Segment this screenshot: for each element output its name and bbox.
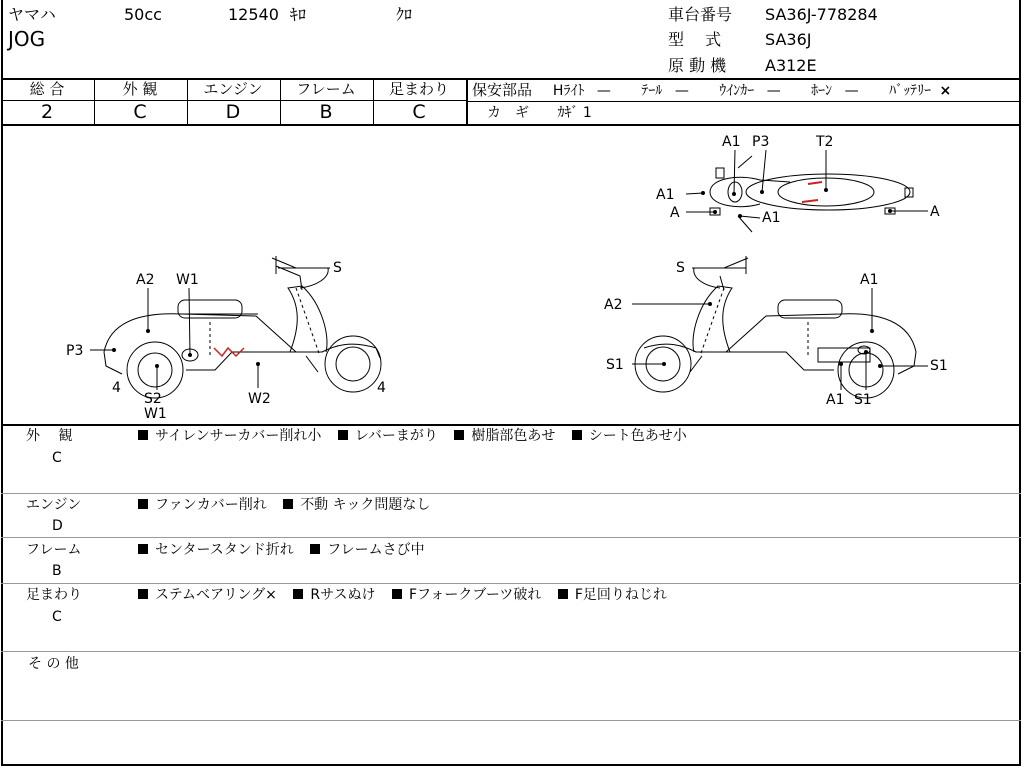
grade-value-exterior: C (133, 101, 147, 123)
grade-label-exterior: 外 観 (122, 80, 158, 98)
remark-grade-engine: D (52, 518, 63, 534)
bullet-icon (558, 589, 568, 599)
safety-parts-label: 保安部品 (472, 81, 533, 99)
remark-note: シート色あせ小 (588, 428, 687, 444)
frame-no-label: 車台番号 (668, 5, 733, 24)
remark-category-exterior: 外 観 (26, 428, 73, 444)
left-label: W2 (248, 391, 271, 407)
remark-note: 樹脂部色あせ (471, 428, 556, 444)
key-row (487, 105, 592, 121)
remark-notes-exterior (138, 428, 699, 444)
safety-parts-row (472, 82, 951, 99)
bullet-icon (338, 430, 348, 440)
bullet-icon (138, 544, 148, 554)
left-label: S2 (144, 391, 162, 407)
key-label: カ ギ (487, 105, 529, 121)
safety-item-battery: ﾊﾞｯﾃﾘｰ (889, 83, 932, 99)
top-label: T2 (816, 134, 834, 150)
engine-label: 原 動 機 (668, 56, 727, 75)
safety-item-taillight: ﾃｰﾙ (641, 83, 663, 99)
remark-note: Rサスぬけ (310, 587, 376, 603)
right-label: S1 (854, 392, 872, 408)
top-label: A (670, 205, 680, 221)
remark-note: ファンカバー削れ (155, 497, 267, 513)
bullet-icon (138, 430, 148, 440)
bullet-icon (138, 589, 148, 599)
engine-value: A312E (765, 56, 817, 75)
remark-notes-frame (138, 542, 437, 558)
type-label: 型 式 (668, 30, 722, 49)
left-label: W1 (144, 406, 167, 422)
remarks-separator (1, 493, 1021, 494)
left-label: 4 (112, 380, 121, 396)
right-label: S1 (606, 357, 624, 373)
left-label: P3 (66, 343, 84, 359)
top-label: A1 (722, 134, 741, 150)
remark-notes-suspension (138, 587, 679, 603)
remark-note: 不動 キック問題なし (300, 497, 431, 513)
left-label: W1 (176, 272, 199, 288)
safety-status-taillight: — (674, 83, 689, 99)
bullet-icon (283, 499, 293, 509)
remark-grade-suspension: C (52, 609, 62, 625)
frame-no: SA36J-778284 (765, 5, 878, 24)
remark-note: F足回りねじれ (574, 587, 667, 603)
left-label: S (333, 260, 342, 276)
grade-label-engine: エンジン (203, 80, 263, 98)
grade-label-frame: フレーム (296, 80, 356, 98)
grade-label-total: 総 合 (29, 80, 65, 98)
mileage (228, 6, 306, 24)
damage-diagram (0, 126, 1024, 424)
key-value: ｶｷﾞ 1 (557, 105, 592, 121)
remark-note: サイレンサーカバー削れ小 (155, 428, 322, 444)
remarks-separator (1, 537, 1021, 538)
remark-grade-frame: B (52, 563, 62, 579)
bullet-icon (293, 589, 303, 599)
remark-category-frame: フレーム (26, 542, 82, 558)
top-label: P3 (752, 134, 770, 150)
remarks-separator (1, 651, 1021, 652)
right-label: S (676, 260, 685, 276)
grade-label-suspension: 足まわり (388, 80, 449, 98)
top-label: A1 (656, 187, 675, 203)
safety-item-winker: ｳｲﾝｶｰ (719, 83, 755, 99)
safety-status-winker: — (766, 83, 781, 99)
bullet-icon (572, 430, 582, 440)
bullet-icon (392, 589, 402, 599)
left-side-scooter (90, 256, 381, 398)
mileage-value: 12540 (228, 5, 279, 24)
top-label: A1 (762, 210, 781, 226)
safety-item-horn: ﾎｰﾝ (811, 83, 833, 99)
right-label: S1 (930, 358, 948, 374)
displacement: 50cc (124, 5, 162, 24)
remark-notes-engine (138, 497, 442, 513)
remarks-top-border (1, 424, 1021, 426)
left-label: A2 (136, 272, 155, 288)
safety-item-headlight: Hﾗｲﾄ (552, 83, 585, 99)
safety-status-battery: × (939, 83, 952, 99)
grade-value-total: 2 (40, 101, 54, 123)
remark-note: Fフォークブーツ破れ (409, 587, 542, 603)
remarks-separator (1, 720, 1021, 721)
color: ｸﾛ (396, 5, 413, 24)
safety-status-horn: — (844, 83, 859, 99)
remark-note: ステムベアリング× (155, 587, 277, 603)
bullet-icon (454, 430, 464, 440)
right-label: A1 (826, 392, 845, 408)
top-view-scooter (686, 150, 928, 232)
type-value: SA36J (765, 30, 812, 49)
bullet-icon (138, 499, 148, 509)
mileage-unit: ｷﾛ (290, 5, 307, 24)
remark-category-other: そ の 他 (28, 656, 79, 672)
right-label: A2 (604, 297, 623, 313)
right-side-scooter (632, 256, 928, 398)
model-name: JOG (8, 27, 46, 51)
safety-status-headlight: — (596, 83, 611, 99)
safety-mid-border (467, 101, 1021, 102)
left-label: 4 (377, 380, 386, 396)
remark-note: フレームさび中 (327, 542, 425, 558)
maker: ヤマハ (8, 5, 56, 24)
right-view-labels (604, 260, 948, 408)
top-label: A (930, 204, 940, 220)
grade-value-engine: D (225, 101, 241, 123)
remark-note: レバーまがり (354, 428, 438, 444)
right-label: A1 (860, 272, 879, 288)
remark-category-suspension: 足まわり (26, 587, 82, 603)
grade-divider (466, 78, 468, 125)
grade-value-suspension: C (412, 101, 426, 123)
remark-grade-exterior: C (52, 450, 62, 466)
remark-note: センタースタンド折れ (155, 542, 294, 558)
left-view-labels (66, 260, 386, 422)
remark-category-engine: エンジン (26, 497, 82, 513)
grade-value-frame: B (319, 101, 333, 123)
bullet-icon (310, 544, 320, 554)
remarks-separator (1, 583, 1021, 584)
